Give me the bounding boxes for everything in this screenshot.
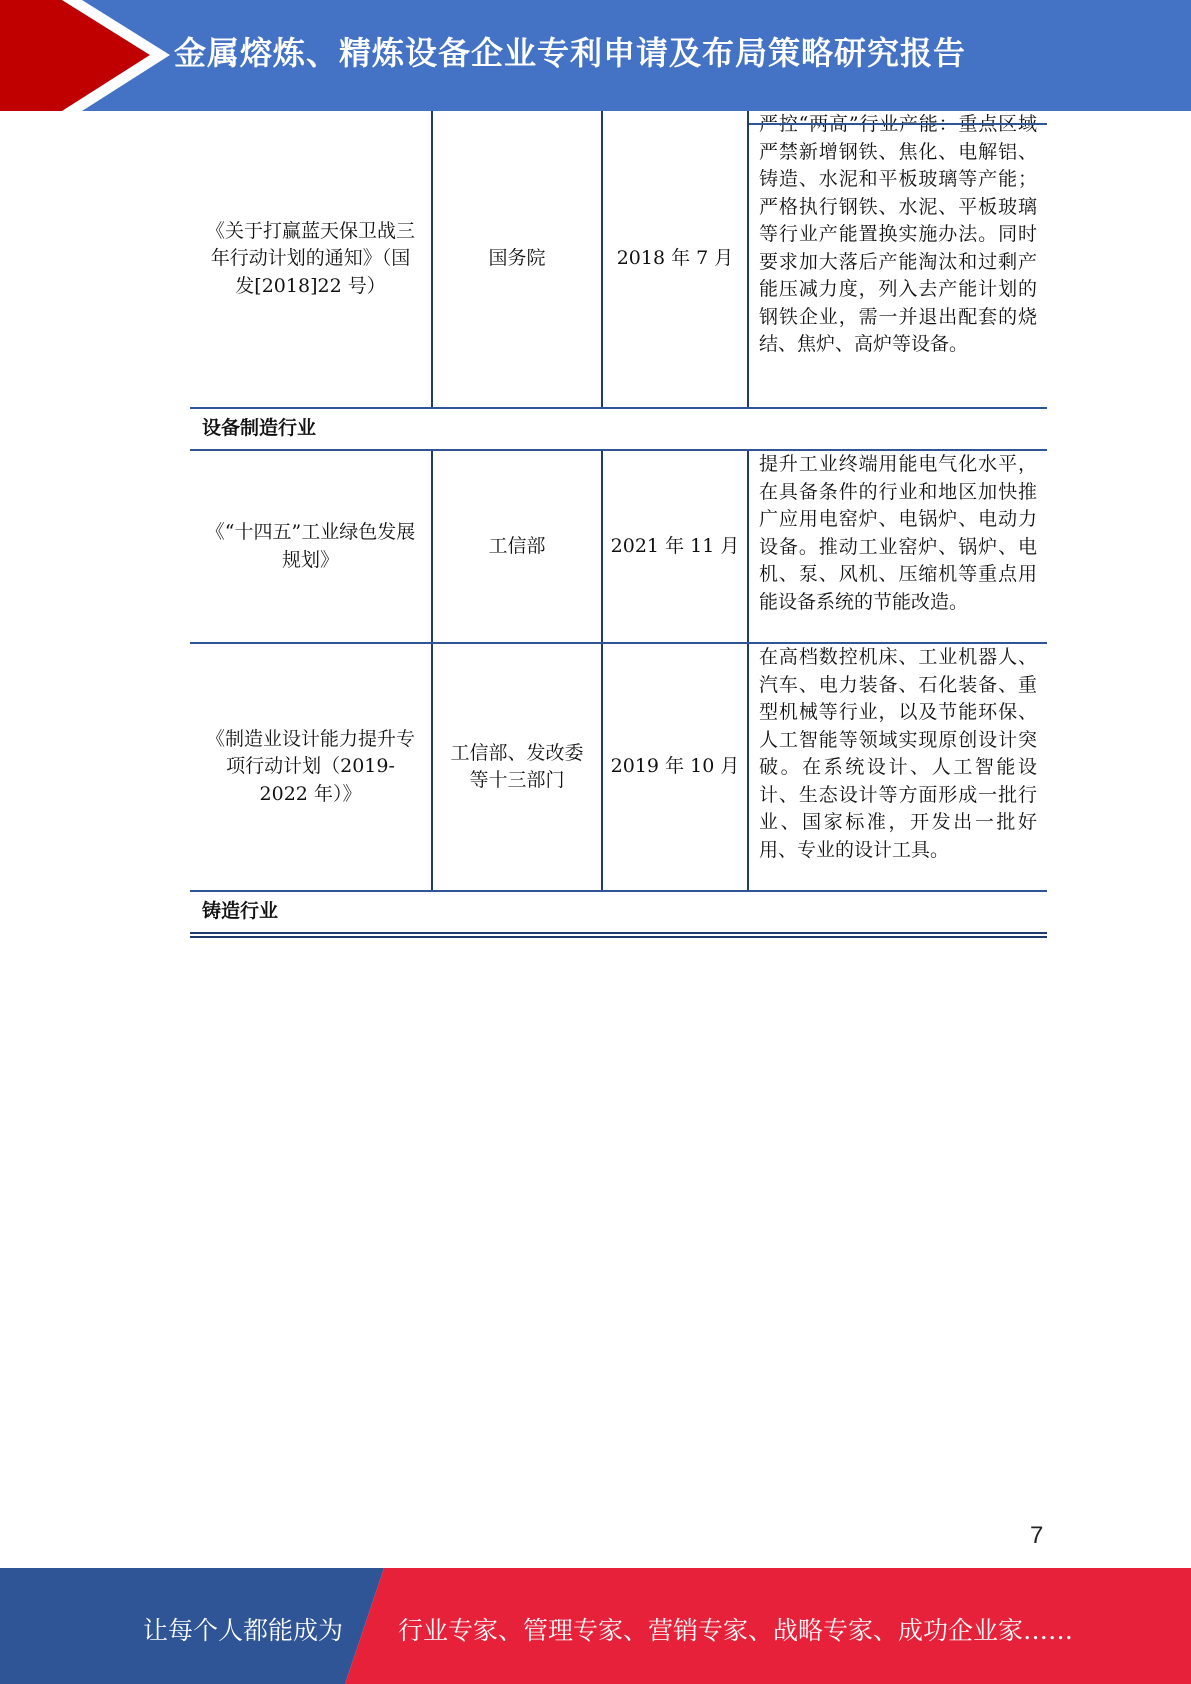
policy-name-cell: 《“十四五”工业绿色发展规划》 xyxy=(190,450,432,643)
section-row xyxy=(190,891,1047,935)
issuer-cell: 工信部、发改委等十三部门 xyxy=(432,643,602,891)
date-cell: 2018 年 7 月 xyxy=(602,111,748,408)
section-row xyxy=(190,408,1047,450)
date-cell: 2021 年 11 月 xyxy=(602,450,748,643)
section-label: 铸造行业 xyxy=(190,891,1047,935)
footer-slogan-left: 让每个人都能成为 xyxy=(143,1616,344,1645)
description-cell: 在高档数控机床、工业机器人、汽车、电力装备、石化装备、重型机械等行业，以及节能环保、人工智能等领域实现原创设计突破。在系统设计、人工智能设计、生态设计等方面形成一批行业、国家标准，开发出一批好用、专业的设计工具。 xyxy=(748,643,1047,891)
section-label: 设备制造行业 xyxy=(190,408,1047,450)
table-row xyxy=(190,450,1047,643)
date-cell: 2019 年 10 月 xyxy=(602,643,748,891)
policy-name-cell: 《关于打赢蓝天保卫战三年行动计划的通知》（国发[2018]22 号） xyxy=(190,111,432,408)
issuer-cell: 工信部 xyxy=(432,450,602,643)
policy-table xyxy=(190,111,1047,938)
footer-slogan-right: 行业专家、管理专家、营销专家、战略专家、成功企业家…… xyxy=(398,1616,1074,1645)
description-cell: 提升工业终端用能电气化水平，在具备条件的行业和地区加快推广应用电窑炉、电锅炉、电动力设备。推动工业窑炉、锅炉、电机、泵、风机、压缩机等重点用能设备系统的节能改造。 xyxy=(748,450,1047,643)
issuer-cell: 国务院 xyxy=(432,111,602,408)
table-row xyxy=(190,111,1047,408)
page-number: 7 xyxy=(1030,1522,1044,1549)
table-row xyxy=(190,643,1047,891)
page-header xyxy=(0,0,1191,111)
description-cell: 严控“两高”行业产能：重点区域严禁新增钢铁、焦化、电解铝、铸造、水泥和平板玻璃等产能；严格执行钢铁、水泥、平板玻璃等行业产能置换实施办法。同时要求加大落后产能淘汰和过剩产能压减力度，列入去产能计划的钢铁企业，需一并退出配套的烧结、焦炉、高炉等设备。 xyxy=(748,111,1047,408)
report-title: 金属熔炼、精炼设备企业专利申请及布局策略研究报告 xyxy=(174,34,967,72)
page-footer xyxy=(0,1568,1191,1684)
policy-name-cell: 《制造业设计能力提升专项行动计划（2019-2022 年）》 xyxy=(190,643,432,891)
